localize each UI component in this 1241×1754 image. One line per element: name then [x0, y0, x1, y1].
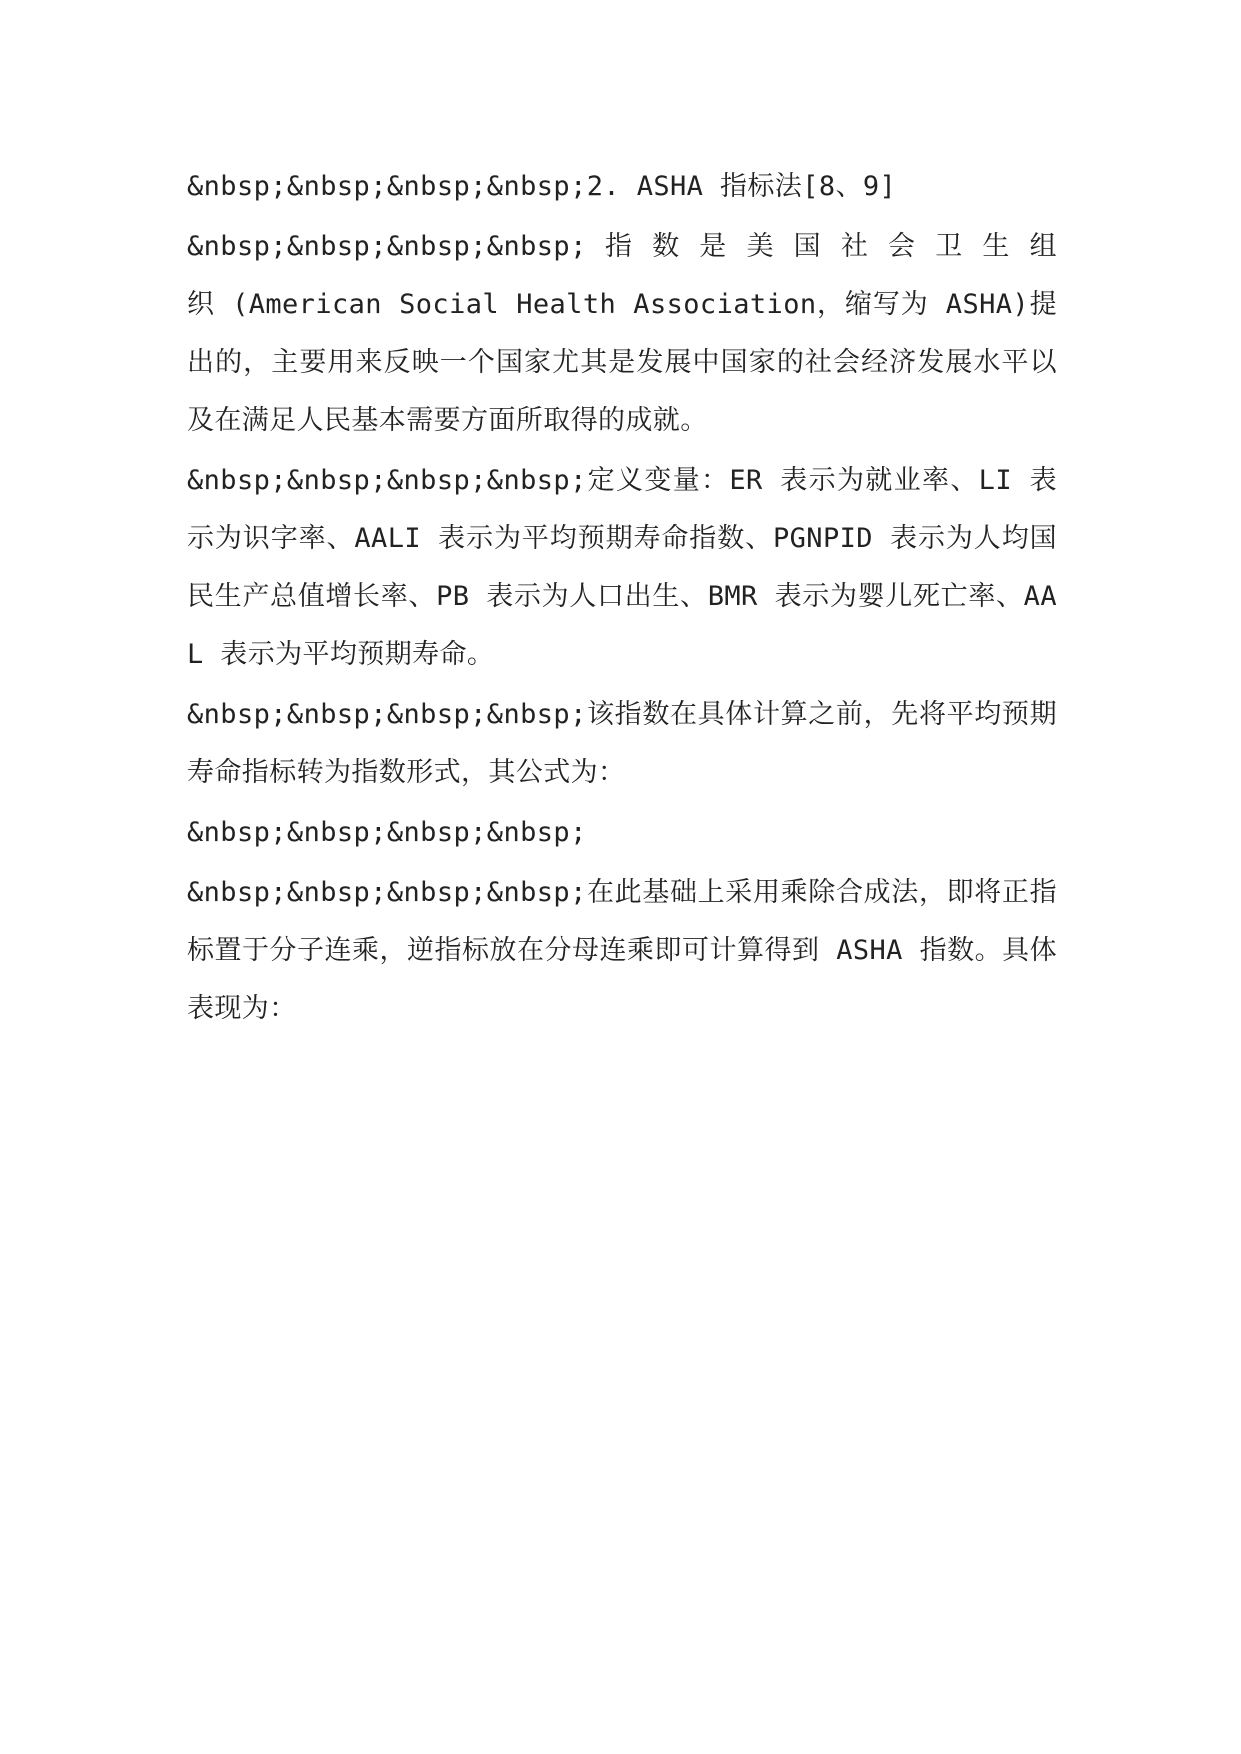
- paragraph-synthesis-method: &nbsp;&nbsp;&nbsp;&nbsp;在此基础上采用乘除合成法，即将正指标置于分子连乘，逆指标放在分母连乘即可计算得到 ASHA 指数。具体表现为：: [187, 877, 1057, 1024]
- paragraph-formula-placeholder: &nbsp;&nbsp;&nbsp;&nbsp;: [187, 817, 587, 848]
- paragraph-formula-intro: &nbsp;&nbsp;&nbsp;&nbsp;该指数在具体计算之前，先将平均预期寿命指标转为指数形式，其公式为：: [187, 699, 1057, 788]
- paragraph-asha-definition: &nbsp;&nbsp;&nbsp;&nbsp; 指 数 是 美 国 社 会 卫 生 组 织 (American Social Health Association，缩写为 ASHA)提出的，主要用来反映一个国家尤其是发展中国家的社会经济发展水平以及在满足人民基本需要方面所取得的成就。: [187, 231, 1074, 436]
- section-heading: &nbsp;&nbsp;&nbsp;&nbsp;2. ASHA 指标法[8、9]: [187, 171, 897, 202]
- paragraph-variable-definitions: &nbsp;&nbsp;&nbsp;&nbsp;定义变量：ER 表示为就业率、LI 表示为识字率、AALI 表示为平均预期寿命指数、PGNPID 表示为人均国民生产总值增长率、PB 表示为人口出生、BMR 表示为婴儿死亡率、AAL 表示为平均预期寿命。: [187, 465, 1057, 670]
- document-body: [187, 158, 1074, 1040]
